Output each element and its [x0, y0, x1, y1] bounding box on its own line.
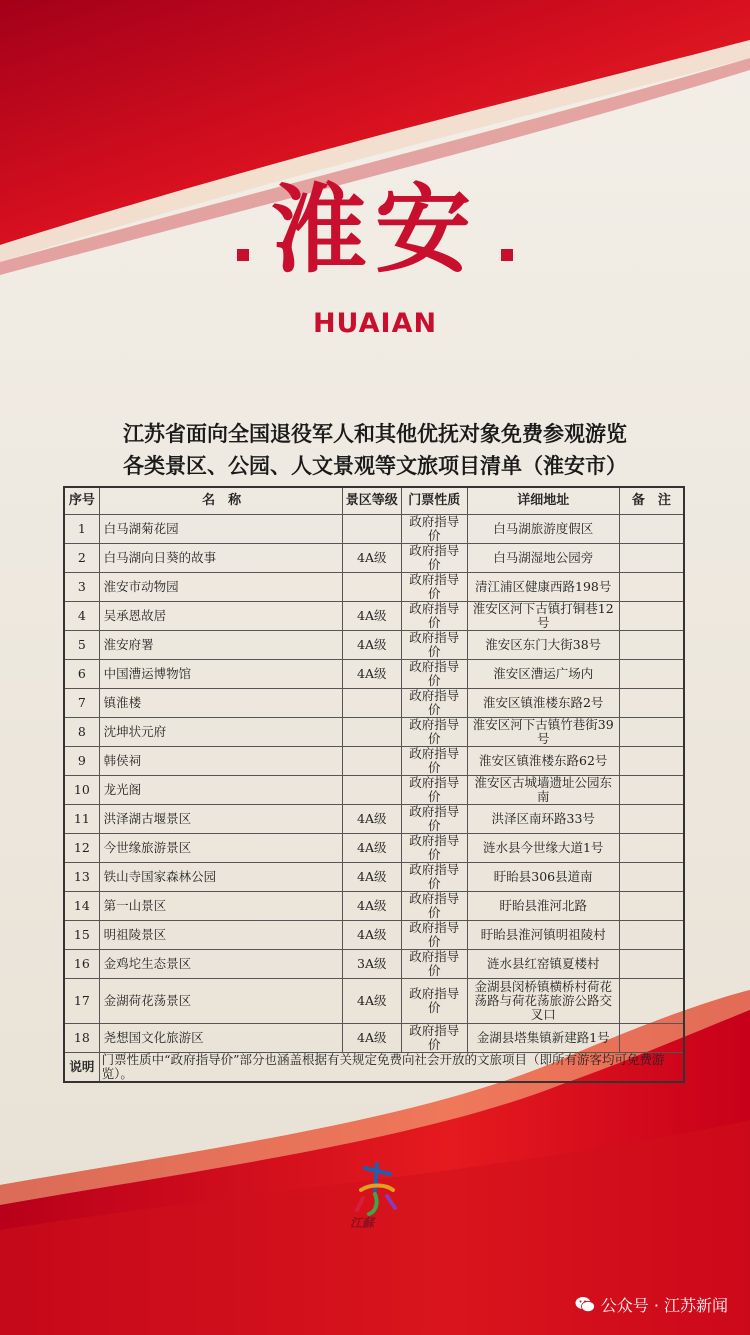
address: 盱眙县306县道南 [467, 863, 619, 892]
attraction-name: 白马湖向日葵的故事 [99, 544, 342, 573]
row-number: 17 [64, 979, 99, 1024]
table-row [64, 834, 684, 863]
scenic-level: 4A级 [342, 834, 401, 863]
ticket-type: 政府指导价 [401, 921, 467, 950]
row-number: 18 [64, 1024, 99, 1053]
scenic-level [342, 776, 401, 805]
table-header-row [64, 487, 684, 515]
row-number: 8 [64, 718, 99, 747]
remark [619, 718, 684, 747]
address: 淮安区古城墙遗址公园东南 [467, 776, 619, 805]
remark [619, 892, 684, 921]
scenic-level [342, 573, 401, 602]
attraction-name: 镇淮楼 [99, 689, 342, 718]
ticket-type: 政府指导价 [401, 573, 467, 602]
table-row [64, 573, 684, 602]
attraction-name: 金鸡坨生态景区 [99, 950, 342, 979]
ticket-type: 政府指导价 [401, 776, 467, 805]
address: 清江浦区健康西路198号 [467, 573, 619, 602]
ticket-type: 政府指导价 [401, 805, 467, 834]
remark [619, 544, 684, 573]
attraction-name: 尧想国文化旅游区 [99, 1024, 342, 1053]
table-row [64, 776, 684, 805]
note-label: 说明 [64, 1053, 99, 1083]
table-row [64, 892, 684, 921]
table-row [64, 660, 684, 689]
row-number: 15 [64, 921, 99, 950]
row-number: 2 [64, 544, 99, 573]
ticket-type: 政府指导价 [401, 863, 467, 892]
ticket-type: 政府指导价 [401, 718, 467, 747]
table-row [64, 515, 684, 544]
remark [619, 805, 684, 834]
row-number: 7 [64, 689, 99, 718]
address: 涟水县红窑镇夏楼村 [467, 950, 619, 979]
column-header: 名 称 [99, 487, 342, 515]
row-number: 12 [64, 834, 99, 863]
row-number: 6 [64, 660, 99, 689]
row-number: 9 [64, 747, 99, 776]
address: 白马湖湿地公园旁 [467, 544, 619, 573]
attraction-name: 龙光阁 [99, 776, 342, 805]
remark [619, 631, 684, 660]
column-header: 详细地址 [467, 487, 619, 515]
scenic-level: 4A级 [342, 631, 401, 660]
remark [619, 602, 684, 631]
list-heading-line1: 江苏省面向全国退役军人和其他优抚对象免费参观游览 [123, 421, 627, 446]
row-number: 16 [64, 950, 99, 979]
attraction-name: 今世缘旅游景区 [99, 834, 342, 863]
table-row [64, 544, 684, 573]
table-row [64, 718, 684, 747]
scenic-level: 4A级 [342, 979, 401, 1024]
remark [619, 689, 684, 718]
ticket-type: 政府指导价 [401, 892, 467, 921]
row-number: 3 [64, 573, 99, 602]
table-row [64, 805, 684, 834]
table-row [64, 747, 684, 776]
address: 盱眙县淮河北路 [467, 892, 619, 921]
ticket-type: 政府指导价 [401, 689, 467, 718]
row-number: 1 [64, 515, 99, 544]
table-row [64, 602, 684, 631]
address: 金湖县闵桥镇横桥村荷花荡路与荷花荡旅游公路交叉口 [467, 979, 619, 1024]
remark [619, 1024, 684, 1053]
row-number: 11 [64, 805, 99, 834]
attraction-name: 明祖陵景区 [99, 921, 342, 950]
scenic-level: 4A级 [342, 544, 401, 573]
ticket-type: 政府指导价 [401, 515, 467, 544]
scenic-level [342, 689, 401, 718]
attraction-name: 中国漕运博物馆 [99, 660, 342, 689]
attraction-name: 铁山寺国家森林公园 [99, 863, 342, 892]
column-header: 序号 [64, 487, 99, 515]
remark [619, 834, 684, 863]
scenic-level: 4A级 [342, 805, 401, 834]
row-number: 13 [64, 863, 99, 892]
column-header: 景区等级 [342, 487, 401, 515]
scenic-level: 4A级 [342, 921, 401, 950]
remark [619, 950, 684, 979]
address: 淮安区镇淮楼东路62号 [467, 747, 619, 776]
wechat-watermark [575, 1293, 728, 1316]
remark [619, 573, 684, 602]
row-number: 10 [64, 776, 99, 805]
remark [619, 776, 684, 805]
attraction-name: 吴承恩故居 [99, 602, 342, 631]
logo-text: 江蘇 [350, 1216, 375, 1230]
title-left-dot [237, 249, 249, 261]
attraction-name: 淮安府署 [99, 631, 342, 660]
row-number: 5 [64, 631, 99, 660]
remark [619, 979, 684, 1024]
scenic-level: 4A级 [342, 660, 401, 689]
ticket-type: 政府指导价 [401, 544, 467, 573]
address: 淮安区河下古镇竹巷街39号 [467, 718, 619, 747]
table-row [64, 863, 684, 892]
scenic-level: 4A级 [342, 892, 401, 921]
remark [619, 921, 684, 950]
ticket-type: 政府指导价 [401, 747, 467, 776]
watermark-text: 公众号 · 江苏新闻 [600, 1296, 728, 1315]
address: 洪泽区南环路33号 [467, 805, 619, 834]
attraction-name: 白马湖菊花园 [99, 515, 342, 544]
address: 白马湖旅游度假区 [467, 515, 619, 544]
attraction-name: 韩侯祠 [99, 747, 342, 776]
attraction-name: 第一山景区 [99, 892, 342, 921]
scenic-level: 3A级 [342, 950, 401, 979]
scenic-level: 4A级 [342, 1024, 401, 1053]
attraction-name: 淮安市动物园 [99, 573, 342, 602]
table-note-row [64, 1053, 684, 1083]
scenic-level: 4A级 [342, 863, 401, 892]
address: 淮安区漕运广场内 [467, 660, 619, 689]
ticket-type: 政府指导价 [401, 834, 467, 863]
ticket-type: 政府指导价 [401, 660, 467, 689]
address: 金湖县塔集镇新建路1号 [467, 1024, 619, 1053]
row-number: 14 [64, 892, 99, 921]
ticket-type: 政府指导价 [401, 602, 467, 631]
scenic-level [342, 718, 401, 747]
city-title [0, 175, 750, 285]
address: 淮安区东门大街38号 [467, 631, 619, 660]
scenic-level [342, 515, 401, 544]
ticket-type: 政府指导价 [401, 631, 467, 660]
column-header: 备 注 [619, 487, 684, 515]
address: 涟水县今世缘大道1号 [467, 834, 619, 863]
scenic-level [342, 747, 401, 776]
table-row [64, 950, 684, 979]
row-number: 4 [64, 602, 99, 631]
attraction-name: 沈坤状元府 [99, 718, 342, 747]
ticket-type: 政府指导价 [401, 1024, 467, 1053]
title-right-dot [501, 249, 513, 261]
note-text: 门票性质中“政府指导价”部分也涵盖根据有关规定免费向社会开放的文旅项目（即所有游客均可免费游览）。 [99, 1053, 684, 1083]
address: 淮安区镇淮楼东路2号 [467, 689, 619, 718]
attraction-name: 金湖荷花荡景区 [99, 979, 342, 1024]
remark [619, 747, 684, 776]
scenic-level: 4A级 [342, 602, 401, 631]
remark [619, 660, 684, 689]
wechat-icon [575, 1296, 595, 1313]
column-header: 门票性质 [401, 487, 467, 515]
jiangsu-tourism-logo [335, 1160, 425, 1240]
ticket-type: 政府指导价 [401, 979, 467, 1024]
address: 淮安区河下古镇打铜巷12号 [467, 602, 619, 631]
table-row [64, 921, 684, 950]
table-row [64, 631, 684, 660]
remark [619, 515, 684, 544]
list-heading-line2: 各类景区、公园、人文景观等文旅项目清单（淮安市） [123, 453, 627, 478]
address: 盱眙县淮河镇明祖陵村 [467, 921, 619, 950]
remark [619, 863, 684, 892]
table-row [64, 979, 684, 1024]
city-pinyin: HUAIAN [312, 308, 438, 339]
table-row [64, 689, 684, 718]
attraction-name: 洪泽湖古堰景区 [99, 805, 342, 834]
ticket-type: 政府指导价 [401, 950, 467, 979]
table-row [64, 1024, 684, 1053]
attractions-table [63, 486, 685, 1083]
city-name: 淮安 [271, 174, 479, 286]
